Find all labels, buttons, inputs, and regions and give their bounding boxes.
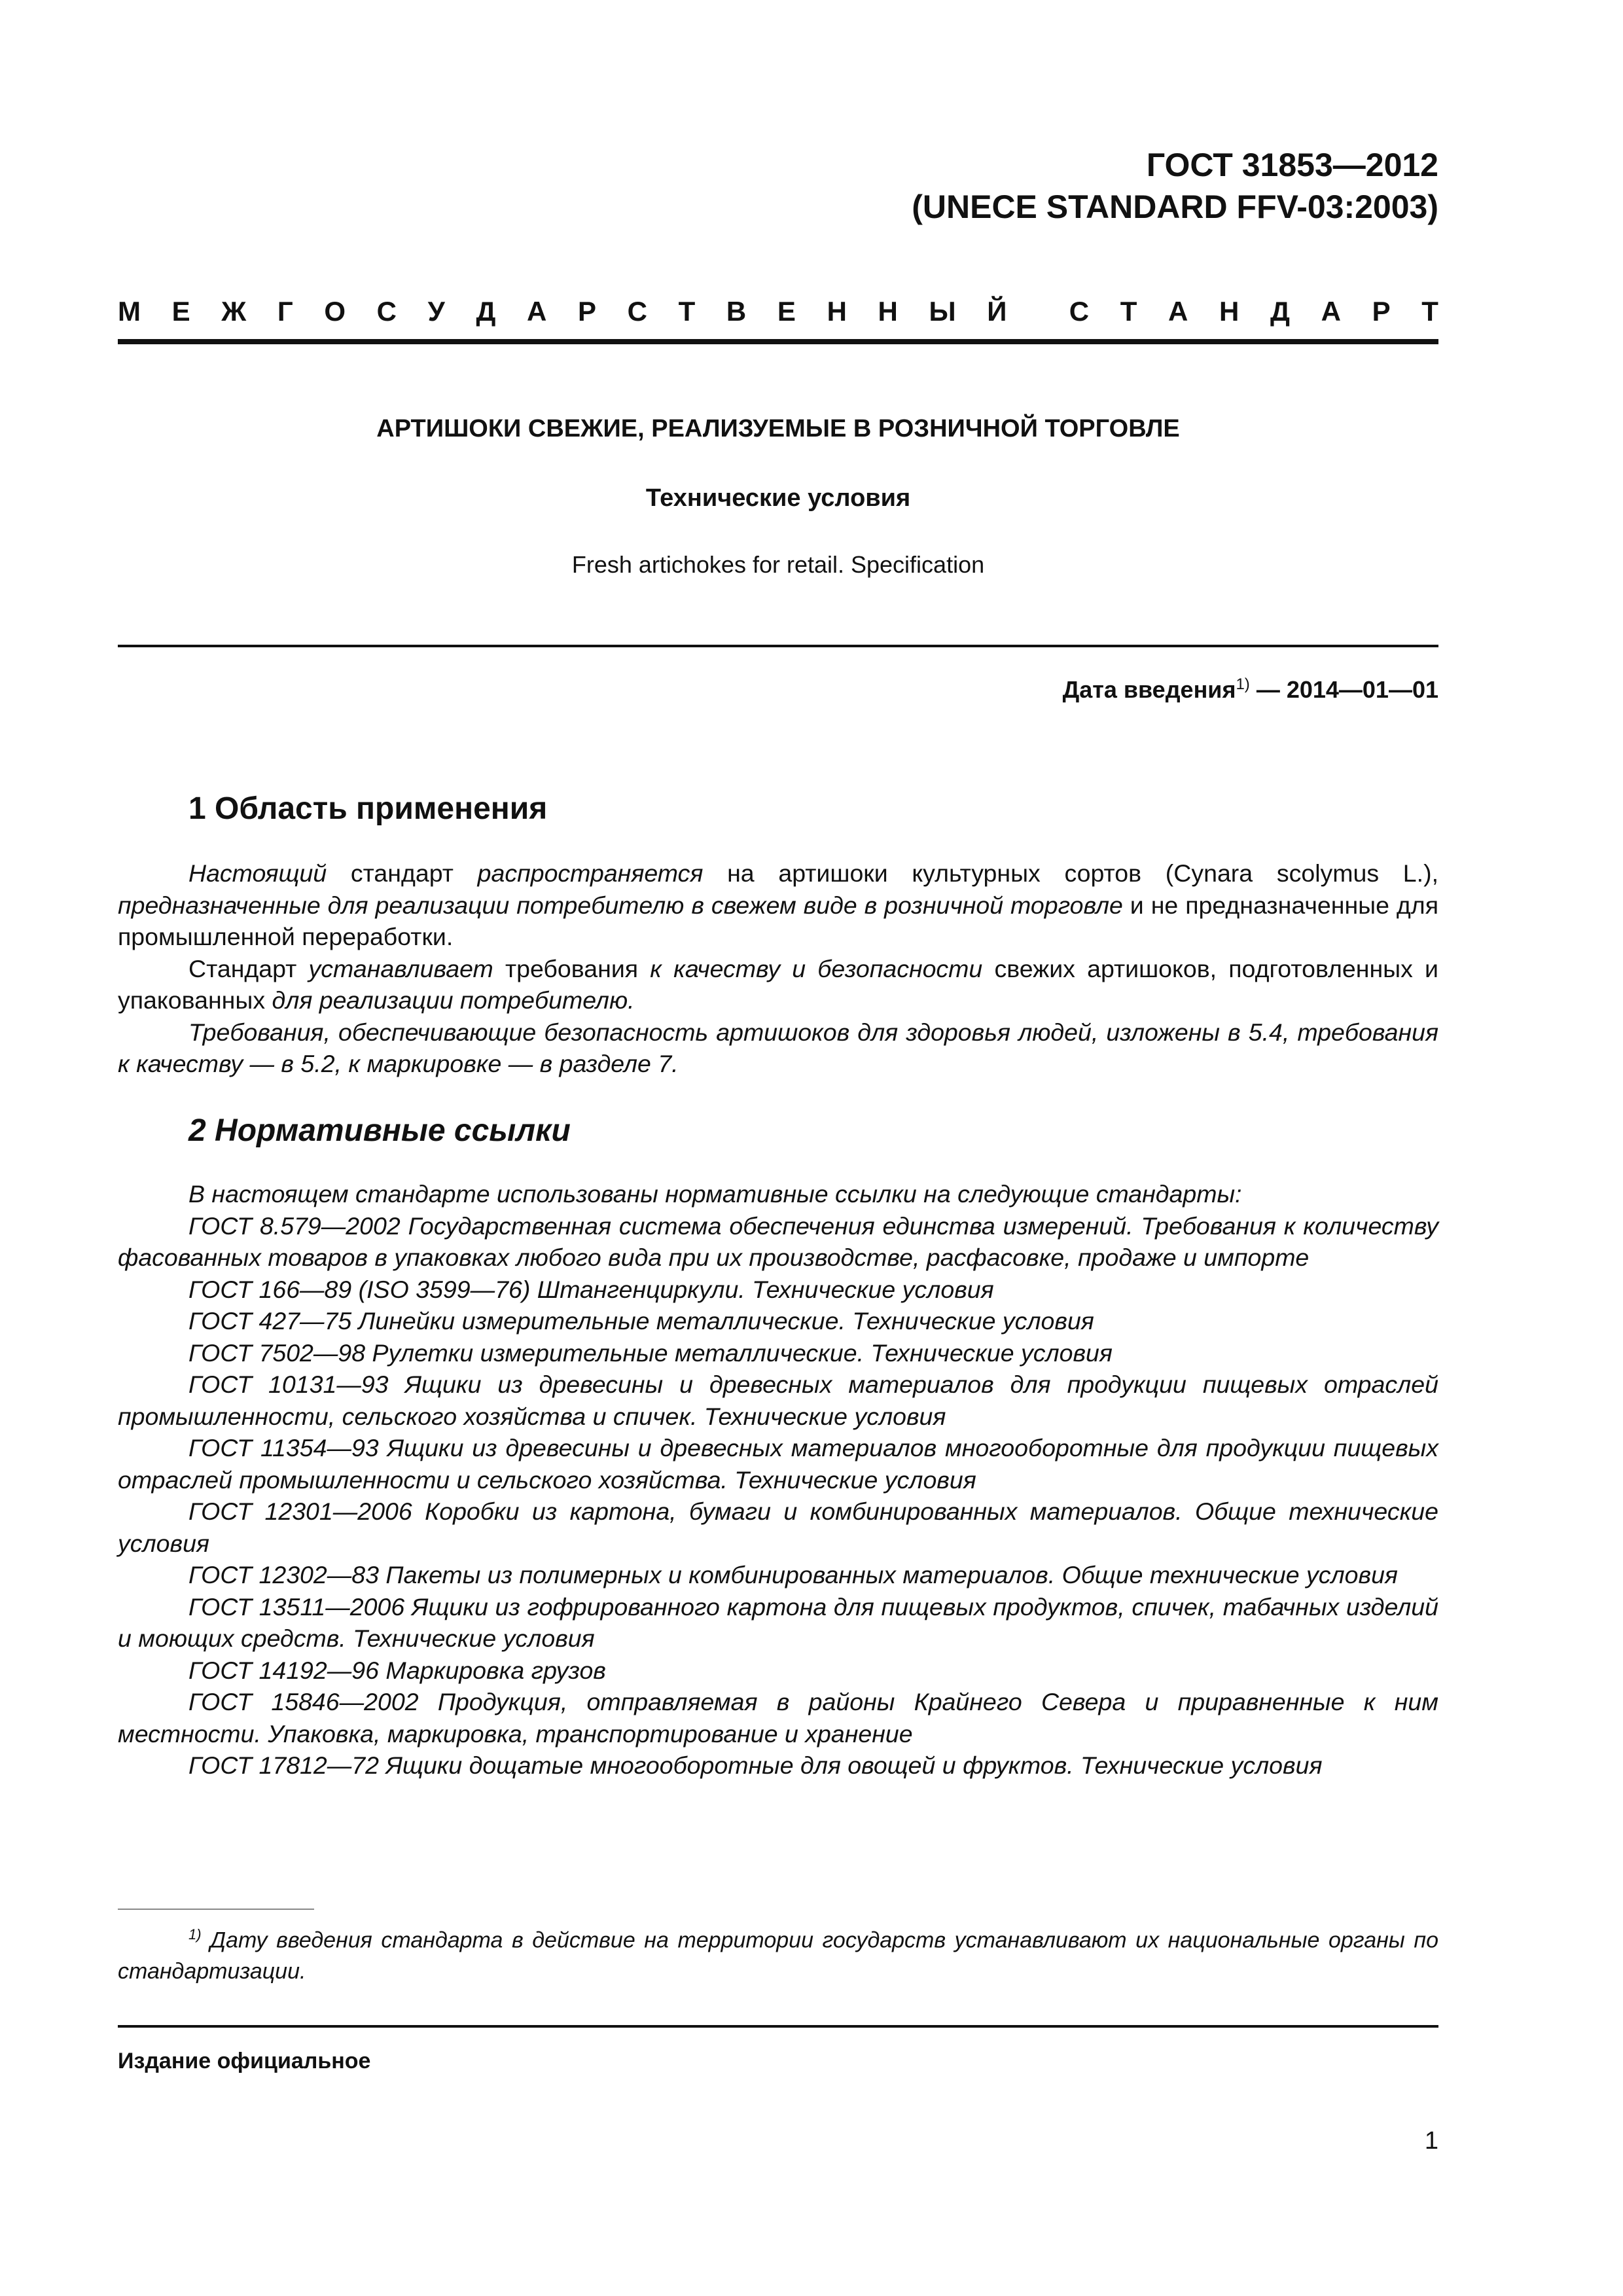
banner-letter: С	[627, 296, 647, 327]
section-1-paragraph-3: Требования, обеспечивающие безопасность артишоков для здоровья людей, изложены в 5.4, требования к качеству — в 5.2, к маркировке — в разделе 7.	[118, 1018, 1438, 1077]
text-run: к качеству и безопасности	[650, 954, 983, 982]
normative-reference: ГОСТ 11354—93 Ящики из древесины и древесных материалов многооборотные для продукции пищевых отраслей промышленности и сельского хозяйства. Технические условия	[118, 1434, 1438, 1494]
text-run: Настоящий	[188, 859, 327, 887]
document-subtitle: Технические условия	[645, 484, 911, 512]
banner-letter: Н	[878, 296, 898, 327]
banner-letter: Т	[1421, 296, 1438, 327]
banner-letter: Р	[1372, 296, 1391, 327]
header-divider	[118, 339, 1438, 344]
standard-code	[912, 144, 1438, 228]
standard-code-line2: (UNECE STANDARD FFV-03:2003)	[912, 188, 1438, 225]
text-run: на артишоки культурных сортов (Cynara scolymus L.),	[703, 859, 1438, 887]
banner-letter: Н	[1219, 296, 1240, 327]
banner-letter: О	[324, 296, 346, 327]
normative-reference: ГОСТ 12302—83 Пакеты из полимерных и комбинированных материалов. Общие технические условия	[188, 1561, 1398, 1588]
normative-reference: ГОСТ 7502—98 Рулетки измерительные металлические. Технические условия	[188, 1338, 1113, 1367]
normative-reference: ГОСТ 17812—72 Ящики дощатые многооборотные для овощей и фруктов. Технические условия	[188, 1751, 1323, 1779]
section-1-heading: 1 Область применения	[188, 791, 548, 826]
banner-letter: Ы	[929, 296, 956, 327]
text-run: Стандарт	[188, 954, 309, 982]
banner-letter: А	[1321, 296, 1341, 327]
section-1-body	[118, 857, 1438, 1080]
section-2-heading: 2 Нормативные ссылки	[188, 1113, 571, 1148]
text-run: предназначенные для реализации потребителю в свежем виде в розничной торговле	[118, 891, 1123, 919]
banner-letter: Е	[777, 296, 796, 327]
introduction-date-value: — 2014—01—01	[1256, 676, 1438, 703]
banner-letter: Д	[476, 296, 496, 327]
banner-letter: М	[118, 296, 141, 327]
text-run: устанавливает	[308, 954, 493, 982]
footnote-divider	[118, 1909, 314, 1910]
text-run: требования	[493, 954, 651, 982]
english-title: Fresh artichokes for retail. Specification	[571, 551, 985, 578]
normative-reference: ГОСТ 13511—2006 Ящики из гофрированного картона для пищевых продуктов, спичек, табачных изделий и моющих средств. Технические условия	[118, 1592, 1438, 1652]
edition-label: Издание официальное	[118, 2049, 371, 2073]
banner-letter: Т	[1120, 296, 1137, 327]
banner-letter: А	[527, 296, 547, 327]
normative-reference: ГОСТ 166—89 (ISO 3599—76) Штангенциркули. Технические условия	[188, 1275, 994, 1303]
banner-letter: Г	[277, 296, 293, 327]
normative-reference: ГОСТ 427—75 Линейки измерительные металлические. Технические условия	[188, 1307, 1094, 1335]
banner-letter: Т	[678, 296, 696, 327]
text-run: для реализации потребителю.	[272, 986, 635, 1014]
text-run: распространяется	[477, 859, 704, 887]
text-run: и не предназначенные для промышленной переработки.	[118, 891, 1438, 950]
banner-letter: С	[1069, 296, 1090, 327]
normative-reference: ГОСТ 15846—2002 Продукция, отправляемая в районы Крайнего Севера и приравненные к ним местности. Упаковка, маркировка, транспортирование и хранение	[118, 1688, 1438, 1748]
introduction-date	[1063, 675, 1438, 704]
title-divider	[118, 645, 1438, 647]
section-1-paragraph-1	[118, 857, 1438, 953]
banner-letter: В	[726, 296, 747, 327]
banner-letter: А	[1168, 296, 1188, 327]
interstate-standard-banner	[118, 296, 1438, 327]
normative-reference: ГОСТ 10131—93 Ящики из древесины и древесных материалов для продукции пищевых отраслей промышленности, сельского хозяйства и спичек. Технические условия	[118, 1371, 1438, 1430]
footnote-text: Дату введения стандарта в действие на территории государств устанавливают их национальные органы по стандартизации.	[118, 1928, 1438, 1984]
normative-reference: ГОСТ 14192—96 Маркировка грузов	[188, 1656, 606, 1684]
footer-divider	[118, 2025, 1438, 2028]
footnote-ref: 1)	[1236, 675, 1250, 693]
banner-letter: Е	[171, 296, 190, 327]
banner-letter: Ж	[221, 296, 247, 327]
section-1-paragraph-2	[118, 953, 1438, 1016]
introduction-date-label: Дата введения	[1062, 676, 1236, 703]
banner-letter: Н	[827, 296, 847, 327]
standard-code-line1: ГОСТ 31853—2012	[1146, 147, 1438, 183]
text-run: свежих артишоков, подготовленных и упакованных	[118, 954, 1438, 1014]
banner-letter: Д	[1270, 296, 1290, 327]
page-number: 1	[1424, 2127, 1438, 2155]
section-2-intro: В настоящем стандарте использованы нормативные ссылки на следующие стандарты:	[188, 1180, 1242, 1208]
banner-letter: У	[427, 296, 445, 327]
normative-reference: ГОСТ 12301—2006 Коробки из картона, бумаги и комбинированных материалов. Общие технические условия	[118, 1498, 1438, 1557]
footnote	[118, 1919, 1438, 1987]
text-run: стандарт	[327, 859, 478, 887]
banner-letter: Р	[577, 296, 596, 327]
document-title: АРТИШОКИ СВЕЖИЕ, РЕАЛИЗУЕМЫЕ В РОЗНИЧНОЙ ТОРГОВЛЕ	[376, 415, 1180, 442]
footnote-mark: 1)	[188, 1926, 202, 1943]
section-2-body	[118, 1178, 1438, 1782]
normative-reference: ГОСТ 8.579—2002 Государственная система обеспечения единства измерений. Требования к количеству фасованных товаров в упаковках любого вида при их производстве, расфасовке, продаже и импорте	[118, 1211, 1438, 1271]
banner-letter: Й	[987, 296, 1007, 327]
banner-letter: С	[376, 296, 397, 327]
